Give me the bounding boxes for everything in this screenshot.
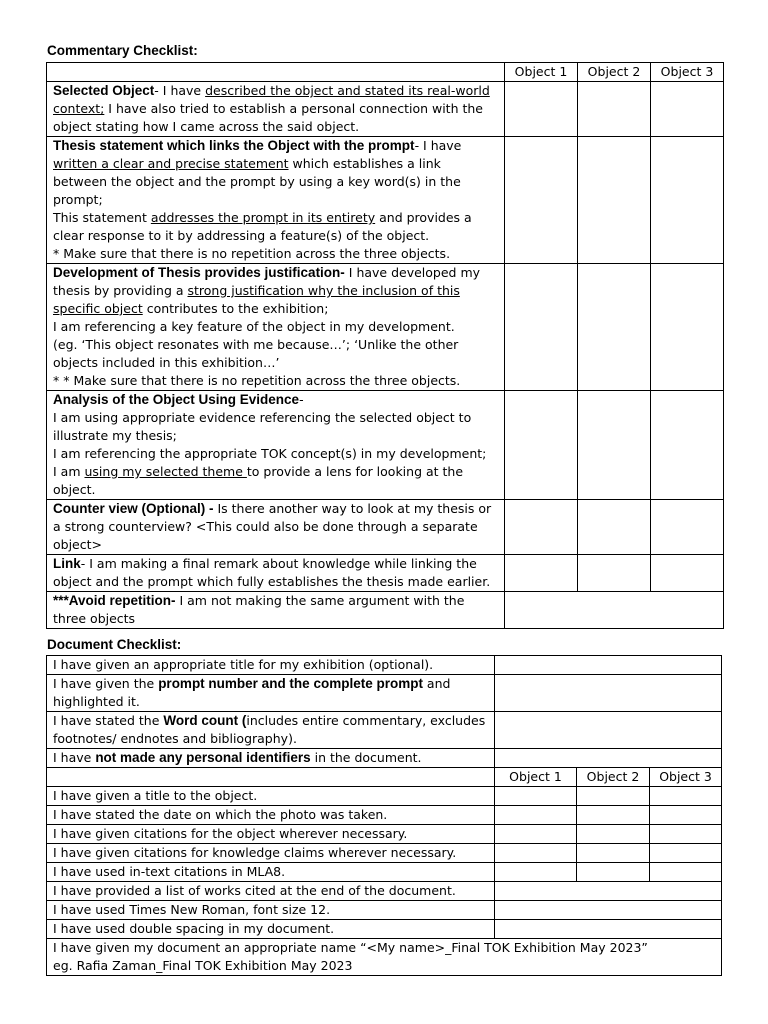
row-text: - I am making a final remark about knowledge while linking the object and the prompt which fully establishes the thesis made earlier. [53,556,491,589]
document-row-text: I have given the prompt number and the complete prompt and highlighted it. [47,675,495,712]
commentary-row-analysis-of-object [47,391,724,500]
document-row-text [47,939,722,976]
document-object-3-header: Object 3 [650,768,722,787]
checkbox-cell-object-1[interactable] [505,391,578,500]
checkbox-cell[interactable] [495,749,722,768]
commentary-row-selected-object [47,82,724,137]
checkbox-cell-object-2[interactable] [578,264,651,391]
document-row [47,712,722,749]
commentary-row-text [47,137,505,264]
commentary-row-avoid-repetition [47,592,724,629]
document-row-text: I have given citations for the object wherever necessary. [47,825,495,844]
checkbox-cell[interactable] [495,920,722,939]
row-underlined-text: using my selected theme [84,464,247,479]
row-text: I am referencing a key feature of the object in my development. [53,319,455,334]
commentary-row-text [47,391,505,500]
document-object-2-header: Object 2 [577,768,650,787]
document-object-row [47,787,722,806]
row-note: * * Make sure that there is no repetition across the three objects. [53,373,461,388]
commentary-checklist-heading: Commentary Checklist: [47,43,198,58]
commentary-object-3-header: Object 3 [651,63,724,82]
checkbox-cell-object-3[interactable] [650,825,722,844]
row-underlined-text: addresses the prompt in its entirety [150,210,376,225]
checkbox-cell-object-3[interactable] [651,137,724,264]
row-underlined-text: described the object and stated its real-world context; [53,83,490,116]
checkbox-cell-object-1[interactable] [495,825,577,844]
checkbox-cell-object-1[interactable] [505,264,578,391]
checkbox-cell-object-3[interactable] [650,844,722,863]
row-text: I have developed my thesis by providing a [53,265,481,298]
document-row-text: I have stated the Word count (includes entire commentary, excludes footnotes/ endnotes and bibliography). [47,712,495,749]
row-underlined-text: strong justification why the inclusion of this specific object [53,283,460,316]
checkbox-cell-object-1[interactable] [495,806,577,825]
document-row [47,901,722,920]
row-title: Counter view (Optional) - [53,501,214,516]
row-text: - [299,392,304,407]
commentary-header-row [47,63,724,82]
commentary-row-text [47,592,505,629]
commentary-row-text [47,264,505,391]
checkbox-cell-object-2[interactable] [578,82,651,137]
checkbox-cell-object-1[interactable] [495,863,577,882]
checkbox-cell-object-3[interactable] [651,264,724,391]
document-row-text: I have given an appropriate title for my exhibition (optional). [47,656,495,675]
commentary-row-development-of-thesis [47,264,724,391]
row-text: I am [53,464,85,479]
row-text: I am referencing the appropriate TOK concept(s) in my development; [53,446,487,461]
checkbox-cell[interactable] [495,656,722,675]
checkbox-cell-object-3[interactable] [650,806,722,825]
checkbox-cell-object-3[interactable] [651,82,724,137]
document-row-text: I have given citations for knowledge claims wherever necessary. [47,844,495,863]
document-header-blank [47,768,495,787]
document-row-text: I have provided a list of works cited at the end of the document. [47,882,495,901]
document-object-row [47,844,722,863]
checkbox-cell-all-objects[interactable] [505,592,724,629]
checkbox-cell-object-2[interactable] [577,787,650,806]
commentary-row-text [47,82,505,137]
document-row-text: I have used in-text citations in MLA8. [47,863,495,882]
checkbox-cell-object-2[interactable] [577,844,650,863]
commentary-row-text [47,555,505,592]
row-title: Link [53,556,81,571]
document-object-header-row [47,768,722,787]
checkbox-cell-object-2[interactable] [578,555,651,592]
checkbox-cell-object-2[interactable] [577,863,650,882]
checkbox-cell-object-2[interactable] [577,825,650,844]
commentary-row-text [47,500,505,555]
row-text: I have also tried to establish a personal connection with the object stating how I came across the said object. [53,101,483,134]
row-text: (eg. ‘This object resonates with me because…’; ‘Unlike the other objects included in this exhibition…’ [53,337,459,370]
document-object-row [47,806,722,825]
document-checklist-heading: Document Checklist: [47,637,182,652]
checkbox-cell-object-2[interactable] [577,806,650,825]
checkbox-cell-object-3[interactable] [651,500,724,555]
row-text: I am using appropriate evidence referencing the selected object to illustrate my thesis; [53,410,472,443]
row-text: This statement [53,210,151,225]
checkbox-cell-object-1[interactable] [495,844,577,863]
document-row [47,675,722,712]
checkbox-cell-object-3[interactable] [651,391,724,500]
document-row-text: I have used double spacing in my document. [47,920,495,939]
checkbox-cell-object-1[interactable] [505,82,578,137]
checkbox-cell-object-1[interactable] [505,500,578,555]
file-name-example: eg. Rafia Zaman_Final TOK Exhibition May 2023 [53,958,353,973]
document-row-text: I have given a title to the object. [47,787,495,806]
checkbox-cell-object-2[interactable] [578,137,651,264]
row-underlined-text: written a clear and precise statement [53,156,289,171]
file-name-instruction: I have given my document an appropriate name “<My name>_Final TOK Exhibition May 2023” [53,940,648,955]
checkbox-cell[interactable] [495,901,722,920]
commentary-row-link [47,555,724,592]
checkbox-cell-object-1[interactable] [495,787,577,806]
checkbox-cell-object-3[interactable] [650,863,722,882]
document-object-1-header: Object 1 [495,768,577,787]
document-row [47,882,722,901]
commentary-checklist-table [46,62,724,629]
commentary-row-counter-view [47,500,724,555]
checkbox-cell[interactable] [495,882,722,901]
row-title: Analysis of the Object Using Evidence [53,392,300,407]
row-text: contributes to the exhibition; [142,301,329,316]
document-row [47,749,722,768]
row-title: Selected Object [53,83,155,98]
commentary-object-1-header: Object 1 [505,63,578,82]
checkbox-cell[interactable] [495,675,722,712]
checkbox-cell-object-1[interactable] [505,555,578,592]
document-row [47,656,722,675]
document-checklist-table [46,655,722,976]
row-title: Development of Thesis provides justification- [53,265,345,280]
checkbox-cell-object-2[interactable] [578,500,651,555]
commentary-row-thesis-statement [47,137,724,264]
commentary-object-2-header: Object 2 [578,63,651,82]
row-text: Is there another way to look at my thesis or a strong counterview? <This could also be done through a separate object> [53,501,492,552]
row-text: and provides a clear response to it by addressing a feature(s) of the object. [53,210,472,243]
row-text: I am not making the same argument with the three objects [53,593,465,626]
row-title: Thesis statement which links the Object with the prompt [53,138,415,153]
row-text: to provide a lens for looking at the object. [53,464,464,497]
row-text: - I have [154,83,206,98]
row-text: which establishes a link between the object and the prompt by using a key word(s) in the prompt; [53,156,461,207]
checkbox-cell[interactable] [495,712,722,749]
document-row [47,920,722,939]
document-row-text: I have not made any personal identifiers in the document. [47,749,495,768]
checkbox-cell-object-3[interactable] [650,787,722,806]
checkbox-cell-object-2[interactable] [578,391,651,500]
document-row-text: I have used Times New Roman, font size 12. [47,901,495,920]
document-object-row [47,863,722,882]
row-title: ***Avoid repetition- [53,593,176,608]
commentary-header-blank [47,63,505,82]
document-object-row [47,825,722,844]
checkbox-cell-object-3[interactable] [651,555,724,592]
document-row-file-name [47,939,722,976]
checkbox-cell-object-1[interactable] [505,137,578,264]
document-row-text: I have stated the date on which the photo was taken. [47,806,495,825]
row-note: * Make sure that there is no repetition across the three objects. [53,246,451,261]
row-text: - I have [414,138,462,153]
